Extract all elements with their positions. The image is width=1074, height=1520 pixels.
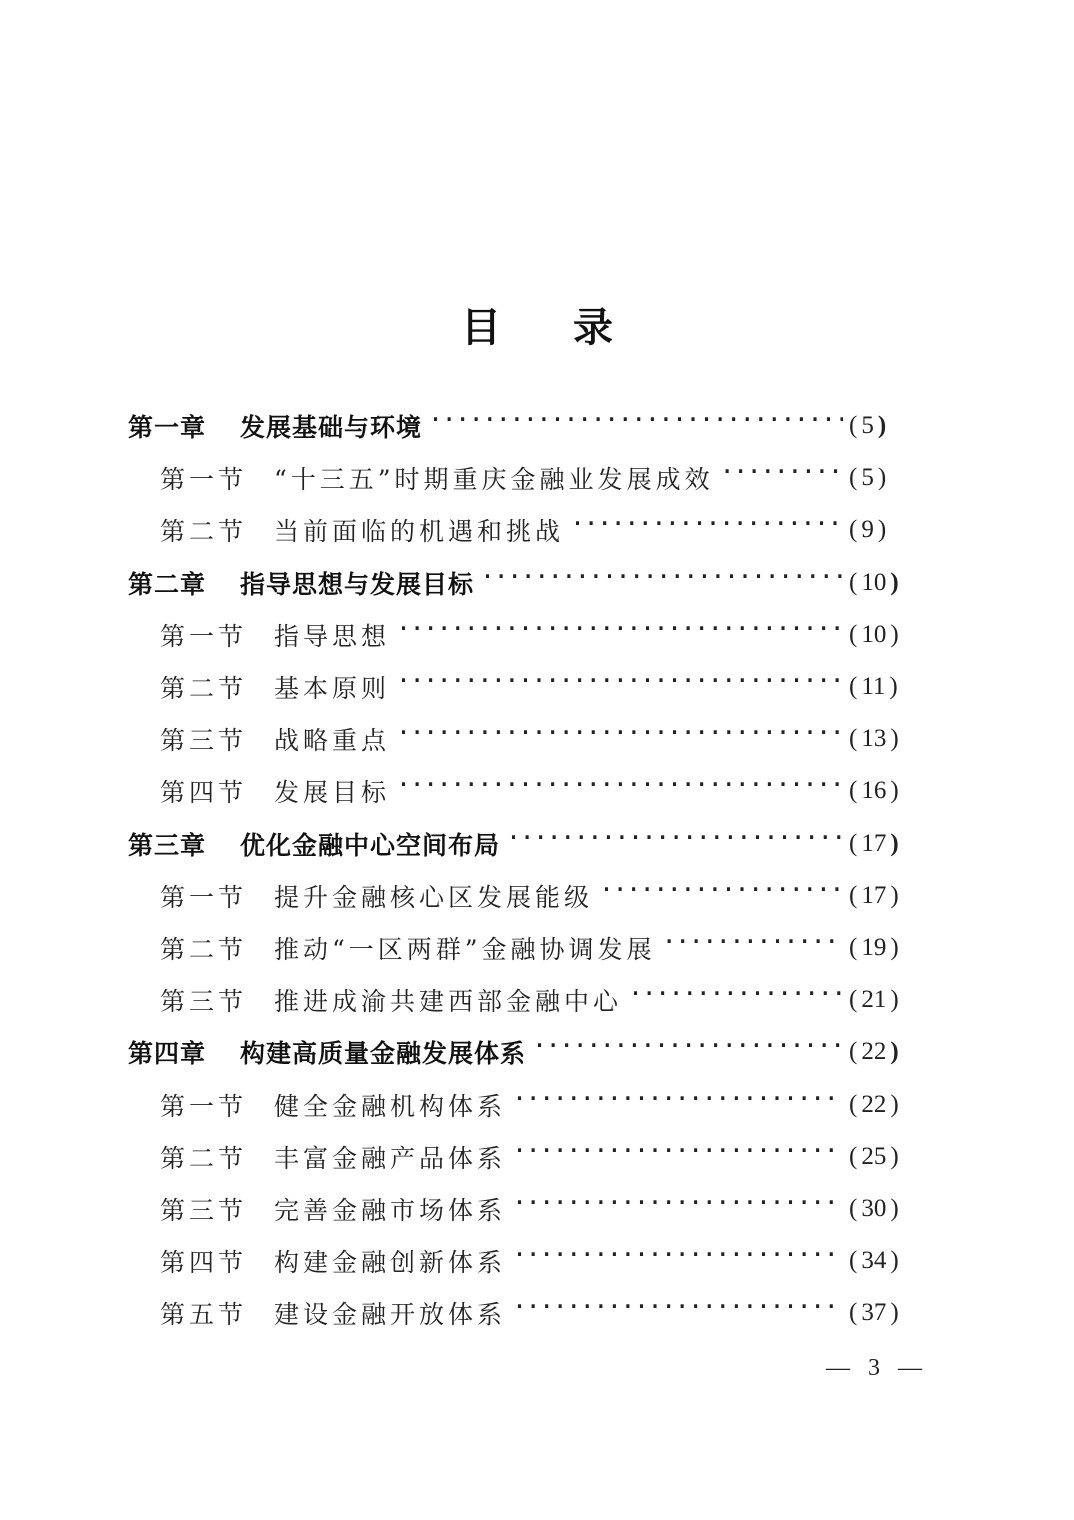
page-ref: 25: [861, 1142, 887, 1170]
toc-entry[interactable]: [0, 818, 1074, 870]
toc-entry-label: 健全金融机构体系: [274, 1091, 507, 1121]
toc-entry-page: ( 13 ): [849, 725, 899, 753]
toc-entry-label: 构建金融创新体系: [274, 1248, 507, 1278]
page-ref: 37: [861, 1299, 887, 1327]
toc-entry-page: ( 11 ): [849, 673, 898, 701]
dot-leader: [628, 987, 843, 1013]
page-ref: 10: [861, 620, 887, 648]
toc-entry[interactable]: [0, 1131, 1074, 1183]
toc-entry-label: 完善金融市场体系: [274, 1195, 507, 1225]
dot-leader: [396, 622, 843, 648]
toc-entry-page: ( 22 ): [849, 1038, 899, 1066]
toc-entry-number: 第二节: [160, 934, 248, 964]
toc-entry-page: ( 9 ): [849, 516, 887, 544]
toc-entry-number: 第一章: [128, 413, 207, 443]
toc-entry-number: 第一节: [160, 465, 248, 495]
page-ref: 10: [861, 568, 887, 596]
page-ref: 5: [861, 412, 874, 440]
toc-entry[interactable]: [0, 974, 1074, 1026]
toc-entry-label: 当前面临的机遇和挑战: [274, 517, 565, 547]
toc-entry-number: 第二节: [160, 674, 248, 704]
dot-leader: [396, 726, 843, 752]
toc-entry[interactable]: [0, 1026, 1074, 1078]
toc-entry-number: 第三章: [128, 830, 207, 860]
toc-entry[interactable]: [0, 1235, 1074, 1287]
toc-entry-page: ( 17 ): [849, 881, 899, 909]
toc-entry-label: “十三五”时期重庆金融业发展成效: [274, 465, 714, 495]
page-ref: 22: [861, 1038, 887, 1066]
toc-entry-label: 优化金融中心空间布局: [240, 830, 501, 860]
toc-entry[interactable]: [0, 557, 1074, 609]
page-ref: 11: [861, 673, 886, 701]
toc-entry[interactable]: [0, 400, 1074, 452]
page-ref: 19: [861, 933, 887, 961]
toc-entry-number: 第一节: [160, 1091, 248, 1121]
toc-entry-number: 第三节: [160, 1195, 248, 1225]
toc-entry-label: 丰富金融产品体系: [274, 1143, 507, 1173]
toc-entry[interactable]: [0, 1078, 1074, 1130]
dot-leader: [512, 1248, 843, 1274]
dot-leader: [720, 465, 843, 491]
toc-entry-page: ( 21 ): [849, 986, 899, 1014]
toc-entry-label: 指导思想: [274, 621, 391, 651]
dot-leader: [396, 674, 843, 700]
toc-entry-number: 第一节: [160, 621, 248, 651]
dot-leader: [532, 1039, 843, 1065]
toc-entry-label: 指导思想与发展目标: [240, 569, 475, 599]
dot-leader: [512, 1092, 843, 1118]
toc-entry-number: 第四节: [160, 1248, 248, 1278]
page-ref: 16: [861, 777, 887, 805]
toc-entry-label: 建设金融开放体系: [274, 1300, 507, 1330]
page-title: 目录: [461, 305, 685, 351]
dot-leader: [512, 1300, 843, 1326]
page-ref: 17: [861, 829, 887, 857]
toc-entry-label: 战略重点: [274, 726, 391, 756]
table-of-contents: [0, 400, 1074, 1339]
toc-entry-label: 推动“一区两群”金融协调发展: [274, 934, 656, 964]
toc-entry-number: 第三节: [160, 987, 248, 1017]
toc-entry-page: ( 34 ): [849, 1247, 899, 1275]
toc-entry-page: ( 25 ): [849, 1142, 899, 1170]
dot-leader: [428, 413, 843, 439]
dot-leader: [480, 570, 843, 596]
toc-entry[interactable]: [0, 661, 1074, 713]
toc-entry-label: 提升金融核心区发展能级: [274, 882, 594, 912]
toc-entry-label: 基本原则: [274, 674, 391, 704]
toc-entry-label: 发展基础与环境: [240, 413, 423, 443]
page-ref: 30: [861, 1194, 887, 1222]
toc-entry[interactable]: [0, 452, 1074, 504]
toc-entry[interactable]: [0, 609, 1074, 661]
toc-entry-page: ( 17 ): [849, 829, 899, 857]
toc-entry-number: 第四章: [128, 1039, 207, 1069]
toc-entry-page: ( 16 ): [849, 777, 899, 805]
toc-entry-number: 第三节: [160, 726, 248, 756]
toc-entry-number: 第五节: [160, 1300, 248, 1330]
page-ref: 13: [861, 725, 887, 753]
toc-entry-label: 推进成渝共建西部金融中心: [274, 987, 623, 1017]
toc-entry-page: ( 37 ): [849, 1299, 899, 1327]
toc-entry-page: ( 5 ): [849, 412, 887, 440]
toc-entry[interactable]: [0, 765, 1074, 817]
dot-leader: [662, 935, 843, 961]
toc-entry-number: 第一节: [160, 882, 248, 912]
toc-entry[interactable]: [0, 1287, 1074, 1339]
toc-entry-number: 第二节: [160, 517, 248, 547]
toc-entry-page: ( 10 ): [849, 568, 899, 596]
toc-entry-page: ( 10 ): [849, 620, 899, 648]
page-ref: 5: [861, 464, 874, 492]
page-ref: 34: [861, 1247, 887, 1275]
toc-entry-page: ( 30 ): [849, 1194, 899, 1222]
toc-entry[interactable]: [0, 922, 1074, 974]
toc-entry-number: 第四节: [160, 778, 248, 808]
dot-leader: [396, 778, 843, 804]
dot-leader: [506, 831, 843, 857]
page-number: — 3 —: [826, 1355, 928, 1381]
toc-entry-page: ( 5 ): [849, 464, 887, 492]
dot-leader: [512, 1196, 843, 1222]
toc-entry-label: 发展目标: [274, 778, 391, 808]
page-ref: 17: [861, 881, 887, 909]
toc-entry-number: 第二章: [128, 569, 207, 599]
toc-entry-label: 构建高质量金融发展体系: [240, 1039, 527, 1069]
toc-entry[interactable]: [0, 1183, 1074, 1235]
page-ref: 21: [861, 986, 887, 1014]
toc-entry[interactable]: [0, 870, 1074, 922]
dot-leader: [599, 883, 843, 909]
toc-entry-page: ( 19 ): [849, 933, 899, 961]
page-ref: 9: [861, 516, 874, 544]
toc-entry-number: 第二节: [160, 1143, 248, 1173]
toc-entry-page: ( 22 ): [849, 1090, 899, 1118]
page-ref: 22: [861, 1090, 887, 1118]
dot-leader: [512, 1144, 843, 1170]
toc-entry[interactable]: [0, 504, 1074, 556]
toc-entry[interactable]: [0, 713, 1074, 765]
dot-leader: [570, 517, 843, 543]
